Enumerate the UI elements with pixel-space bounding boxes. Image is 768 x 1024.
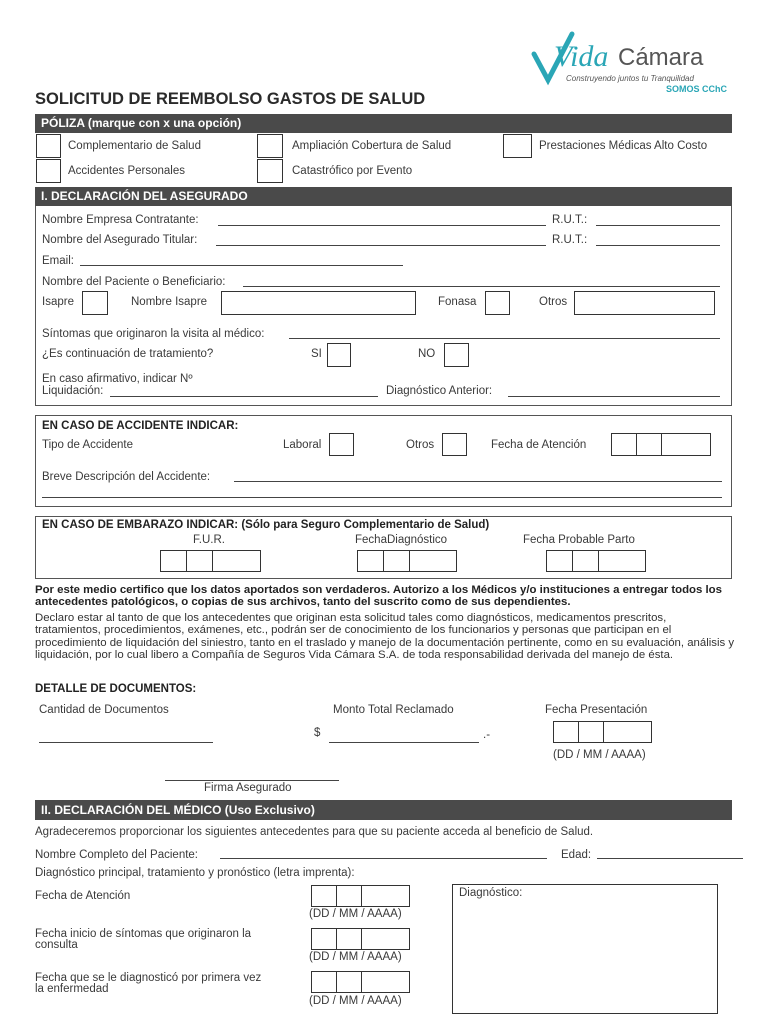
titular-input[interactable] — [216, 245, 546, 246]
sec2-intro: Agradeceremos proporcionar los siguientes antecedentes para que su paciente acceda al beneficio de Salud. — [35, 826, 594, 838]
date-format-hint: (DD / MM / AAAA) — [553, 749, 646, 761]
sintomas-label: Síntomas que originaron la visita al médico: — [42, 328, 265, 340]
otros-prevision-input[interactable] — [574, 291, 715, 315]
continuacion-label: ¿Es continuación de tratamiento? — [42, 348, 214, 360]
continuacion-no-checkbox[interactable] — [444, 343, 469, 367]
fur-label: F.U.R. — [193, 534, 225, 546]
nombre-isapre-label: Nombre Isapre — [131, 296, 208, 308]
sintomas-input[interactable] — [289, 338, 720, 339]
nombre-paciente-label: Nombre Completo del Paciente: — [35, 849, 198, 861]
isapre-checkbox[interactable] — [82, 291, 108, 315]
fecha-inicio-label: Fecha inicio de síntomas que originaron la — [35, 928, 252, 940]
fecha-diag-label: Fecha que se le diagnosticó por primera vez — [35, 972, 262, 984]
date-format-hint: (DD / MM / AAAA) — [309, 908, 402, 920]
logo — [530, 28, 740, 98]
fecha-atencion-medico-input[interactable] — [311, 885, 410, 907]
email-label: Email: — [42, 255, 74, 267]
empresa-input[interactable] — [218, 225, 546, 226]
diagnostico-label: Diagnóstico: — [459, 887, 523, 899]
breve-descripcion-label: Breve Descripción del Accidente: — [42, 471, 211, 483]
logo-camara: Cámara — [618, 44, 704, 71]
isapre-label: Isapre — [42, 296, 74, 308]
fecha-inicio-label-2: consulta — [35, 939, 78, 951]
logo-somos: SOMOS CChC — [666, 84, 728, 94]
diag-principal-label: Diagnóstico principal, tratamiento y pronóstico (letra imprenta): — [35, 867, 355, 879]
section-1-header: I. DECLARACIÓN DEL ASEGURADO — [35, 187, 732, 206]
date-format-hint: (DD / MM / AAAA) — [309, 951, 402, 963]
fecha-atencion-accidente-input[interactable] — [611, 433, 711, 456]
fur-input[interactable] — [160, 550, 261, 572]
laboral-label: Laboral — [283, 439, 322, 451]
poliza-option-label: Prestaciones Médicas Alto Costo — [539, 140, 708, 152]
fecha-parto-label: Fecha Probable Parto — [523, 534, 635, 546]
page-title: SOLICITUD DE REEMBOLSO GASTOS DE SALUD — [35, 90, 426, 108]
laboral-checkbox[interactable] — [329, 433, 354, 456]
monto-label: Monto Total Reclamado — [333, 704, 454, 716]
logo-tagline: Construyendo juntos tu Tranquilidad — [566, 74, 694, 83]
accidente-header: EN CASO DE ACCIDENTE INDICAR: — [42, 420, 239, 432]
fecha-parto-input[interactable] — [546, 550, 646, 572]
poliza-option-label: Ampliación Cobertura de Salud — [292, 140, 452, 152]
monto-suffix: .- — [483, 729, 491, 741]
poliza-option-label: Complementario de Salud — [68, 140, 201, 152]
fecha-inicio-input[interactable] — [311, 928, 410, 950]
cantidad-label: Cantidad de Documentos — [39, 704, 169, 716]
email-input[interactable] — [80, 265, 403, 266]
fecha-diagnostico-input[interactable] — [357, 550, 457, 572]
fonasa-label: Fonasa — [438, 296, 477, 308]
fecha-diag-label-2: la enfermedad — [35, 983, 109, 995]
declaro-text: Declaro estar al tanto de que los antecedentes que originan esta solicitud tales como diagnósticos, medicamentos prescritos, tratamientos, procedimientos, exámenes, etc., podrán ser de conocimiento de los funcionarios y personas que participan en el procedimiento de liquidación del siniestro, tanto en el traslado y manejo de la documentación pertinente, como en su evaluación, análisis y liquidación, por lo cual libero a Compañía de Seguros Vida Cámara S.A. de toda responsabilidad derivada del manejo de ésta. — [35, 612, 735, 662]
fecha-atencion-medico-label: Fecha de Atención — [35, 890, 131, 902]
poliza-header: PÓLIZA (marque con x una opción) — [35, 114, 732, 133]
fecha-presentacion-input[interactable] — [553, 721, 652, 743]
paciente-input[interactable] — [243, 286, 720, 287]
fecha-atencion-label: Fecha de Atención — [491, 439, 587, 451]
fecha-presentacion-label: Fecha Presentación — [545, 704, 648, 716]
poliza-checkbox-complementario[interactable] — [36, 134, 61, 158]
fecha-diag-input[interactable] — [311, 971, 410, 993]
embarazo-header: EN CASO DE EMBARAZO INDICAR: (Sólo para Seguro Complementario de Salud) — [42, 519, 490, 531]
no-label: NO — [418, 348, 436, 360]
rut-empresa-input[interactable] — [596, 225, 720, 226]
nombre-paciente-input[interactable] — [220, 858, 547, 859]
date-format-hint: (DD / MM / AAAA) — [309, 995, 402, 1007]
nombre-isapre-input[interactable] — [221, 291, 416, 315]
poliza-checkbox-catastrofico[interactable] — [257, 159, 283, 183]
liquidacion-label: Liquidación: — [42, 385, 104, 397]
firma-label: Firma Asegurado — [204, 782, 292, 794]
continuacion-si-checkbox[interactable] — [327, 343, 351, 367]
breve-descripcion-input-2[interactable] — [42, 497, 722, 498]
afirmativo-label: En caso afirmativo, indicar Nº — [42, 373, 193, 385]
diag-anterior-label: Diagnóstico Anterior: — [386, 385, 493, 397]
rut-titular-input[interactable] — [596, 245, 720, 246]
fonasa-checkbox[interactable] — [485, 291, 510, 315]
otros-accidente-checkbox[interactable] — [442, 433, 467, 456]
certifico-text: Por este medio certifico que los datos aportados son verdaderos. Autorizo a los Médicos y/o instituciones a entregar todos los antecedentes patológicos, o copias de sus archivos, tanto del suscrito como de sus dependientes. — [35, 584, 722, 609]
dollar-sign: $ — [314, 727, 321, 739]
breve-descripcion-input[interactable] — [234, 481, 722, 482]
poliza-checkbox-alto-costo[interactable] — [503, 134, 532, 158]
liquidacion-input[interactable] — [110, 396, 378, 397]
poliza-option-label: Catastrófico por Evento — [292, 165, 413, 177]
detalle-header: DETALLE DE DOCUMENTOS: — [35, 683, 197, 695]
poliza-checkbox-accidentes[interactable] — [36, 159, 61, 183]
edad-input[interactable] — [597, 858, 743, 859]
diag-anterior-input[interactable] — [508, 396, 720, 397]
titular-label: Nombre del Asegurado Titular: — [42, 234, 198, 246]
otros-label: Otros — [539, 296, 568, 308]
rut-label: R.U.T.: — [552, 214, 588, 226]
edad-label: Edad: — [561, 849, 592, 861]
paciente-label: Nombre del Paciente o Beneficiario: — [42, 276, 226, 288]
cantidad-input[interactable] — [39, 742, 213, 743]
poliza-checkbox-ampliacion[interactable] — [257, 134, 283, 158]
otros-accidente-label: Otros — [406, 439, 435, 451]
fecha-diagnostico-label: FechaDiagnóstico — [355, 534, 448, 546]
rut-label: R.U.T.: — [552, 234, 588, 246]
si-label: SI — [311, 348, 322, 360]
section-2-header: II. DECLARACIÓN DEL MÉDICO (Uso Exclusivo) — [35, 800, 732, 820]
diagnostico-textarea[interactable] — [452, 884, 718, 1014]
tipo-accidente-label: Tipo de Accidente — [42, 439, 133, 451]
monto-input[interactable] — [329, 742, 479, 743]
poliza-option-label: Accidentes Personales — [68, 165, 185, 177]
empresa-label: Nombre Empresa Contratante: — [42, 214, 199, 226]
firma-input[interactable] — [165, 780, 339, 781]
logo-vida: Vida — [554, 40, 609, 73]
